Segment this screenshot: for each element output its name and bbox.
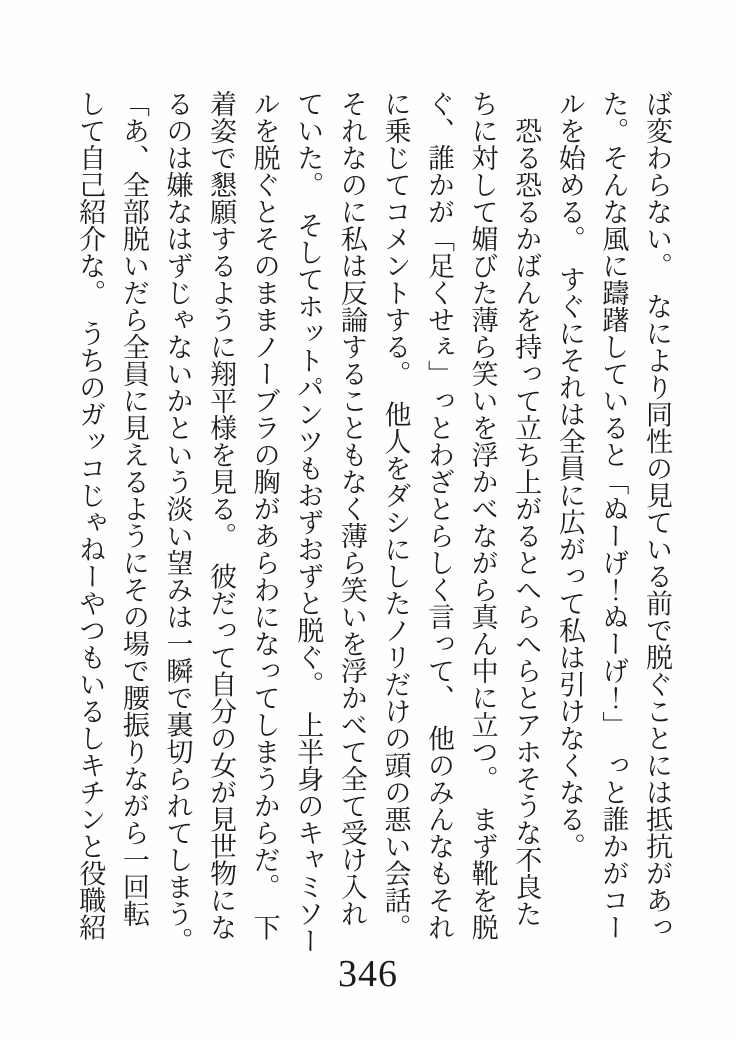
body-text: [68, 90, 678, 962]
text-column: るのは嫌なはずじゃないかという淡い望みは一瞬で裏切られてしまう。: [162, 90, 193, 954]
text-column: に乗じてコメントする。 他人をダシにしたノリだけの頭の悪い会話。: [380, 90, 411, 941]
text-column: ルを脱ぐとそのままノーブラの胸があらわになってしまうからだ。 下: [249, 90, 280, 941]
text-column: ルを始める。 すぐにそれは全員に広がって私は引けなくなる。: [554, 90, 585, 860]
text-column: ぐ、誰かが「足くせぇ」っとわざとらしく言って、 他のみんなもそれ: [424, 90, 455, 941]
text-column: ば変わらない。 なにより同性の見ている前で脱ぐことには抵抗があっ: [642, 90, 672, 941]
text-column: それなのに私は反論することもなく薄ら笑いを浮かべて全て受け入れ: [336, 90, 367, 927]
text-column: して自己紹介な。 うちのガッコじゃねーやつもいるしキチンと役職紹: [75, 90, 106, 941]
text-column: ちに対して媚びた薄ら笑いを浮かべながら真ん中に立つ。 まず靴を脱: [467, 90, 498, 941]
text-column: 着姿で懇願するように翔平様を見る。 彼だって自分の女が見世物にな: [206, 90, 237, 941]
text-column: ていた。 そしてホットパンツもおずおずと脱ぐ。 上半身のキャミソー: [293, 90, 324, 954]
text-column: 「あ、全部脱いだら全員に見えるようにその場で腰振りながら一回転: [118, 90, 149, 927]
page-number: 346: [338, 953, 398, 995]
text-column: た。そんな風に躊躇していると「ぬーげ！ぬーげ！」 っと誰かがコー: [598, 90, 629, 941]
text-column: 恐る恐るかばんを持って立ち上がるとへらへらとアホそうな不良た: [511, 90, 542, 927]
